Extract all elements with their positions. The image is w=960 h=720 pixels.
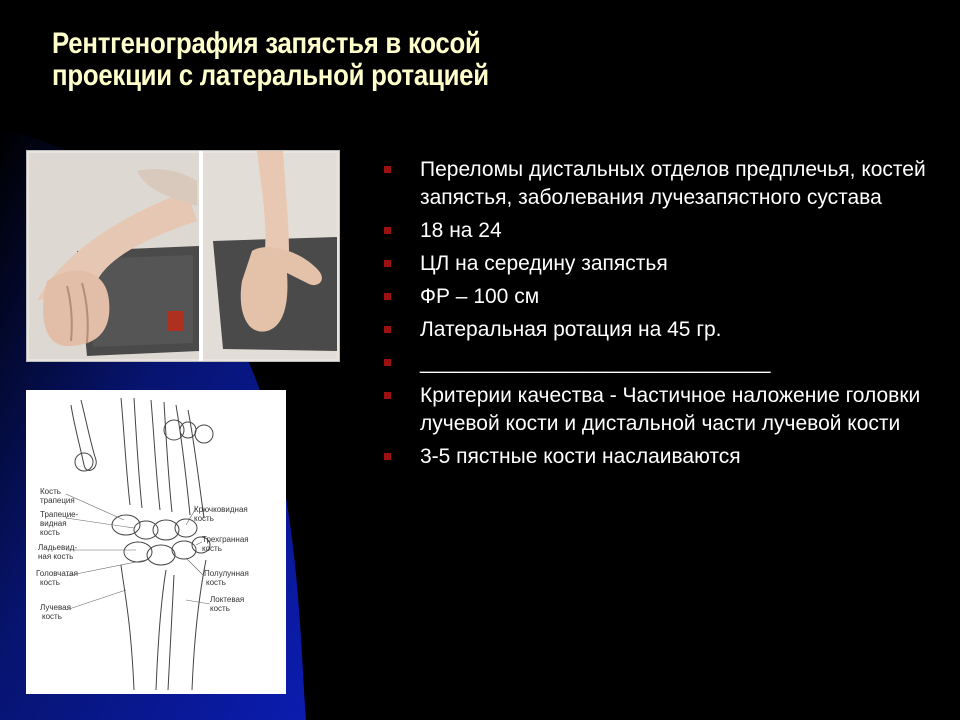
bullet-marker xyxy=(384,260,391,267)
bullet-marker xyxy=(384,166,391,173)
label-triquetrum-1: Трехгранная xyxy=(202,535,249,544)
bullet-text: Латеральная ротация на 45 гр. xyxy=(420,318,722,341)
bullet-marker xyxy=(384,359,391,366)
bullet-item xyxy=(384,217,944,245)
bullet-text: 3-5 пястные кости наслаиваются xyxy=(420,445,741,468)
wrist-anatomy-diagram xyxy=(26,390,286,694)
label-ulna-2: кость xyxy=(210,604,230,613)
bullet-item xyxy=(384,316,944,344)
label-trapezium-2: трапеция xyxy=(40,496,75,505)
label-capitate-2: кость xyxy=(40,578,60,587)
bullet-marker xyxy=(384,326,391,333)
positioning-photo xyxy=(26,150,340,362)
label-scaphoid-2: ная кость xyxy=(38,552,74,561)
bullet-text: ЦЛ на середину запястья xyxy=(420,252,668,275)
label-triquetrum-2: кость xyxy=(202,544,222,553)
label-ulna-1: Локтевая xyxy=(210,595,245,604)
label-hamate-1: Крючковидная xyxy=(194,505,248,514)
bullet-item xyxy=(384,250,944,278)
bullet-text: Критерии качества - Частичное наложение головки лучевой кости и дистальной части лучевой кости xyxy=(420,384,921,435)
label-radius-1: Лучевая xyxy=(40,603,71,612)
bullet-marker xyxy=(384,293,391,300)
label-trapezium-1: Кость xyxy=(40,487,61,496)
label-trapezoid-2: видная xyxy=(40,519,67,528)
bullet-text: ______________________________ xyxy=(420,351,771,374)
label-lunate-2: кость xyxy=(206,578,226,587)
label-lunate-1: Полулунная xyxy=(204,569,249,578)
label-capitate-1: Головчатая xyxy=(36,569,78,578)
bullet-list xyxy=(384,156,944,476)
label-hamate-2: кость xyxy=(194,514,214,523)
bullet-item xyxy=(384,349,944,377)
bullet-item xyxy=(384,156,944,212)
bullet-marker xyxy=(384,227,391,234)
label-scaphoid-1: Ладьевид- xyxy=(38,543,78,552)
bullet-item xyxy=(384,443,944,471)
bullet-marker xyxy=(384,453,391,460)
label-trapezoid-3: кость xyxy=(40,528,60,537)
bullet-item xyxy=(384,382,944,438)
bullet-text: ФР – 100 см xyxy=(420,285,540,308)
slide-title xyxy=(52,28,585,92)
label-radius-2: кость xyxy=(42,612,62,621)
bullet-marker xyxy=(384,392,391,399)
bullet-text: 18 на 24 xyxy=(420,219,502,242)
bullet-text: Переломы дистальных отделов предплечья, костей запястья, заболевания лучезапястного сустава xyxy=(420,158,926,209)
title-line-2: проекции с латеральной ротацией xyxy=(52,59,489,92)
label-trapezoid-1: Трапецие- xyxy=(40,510,79,519)
bullet-item xyxy=(384,283,944,311)
title-line-1: Рентгенография запястья в косой xyxy=(52,27,481,60)
